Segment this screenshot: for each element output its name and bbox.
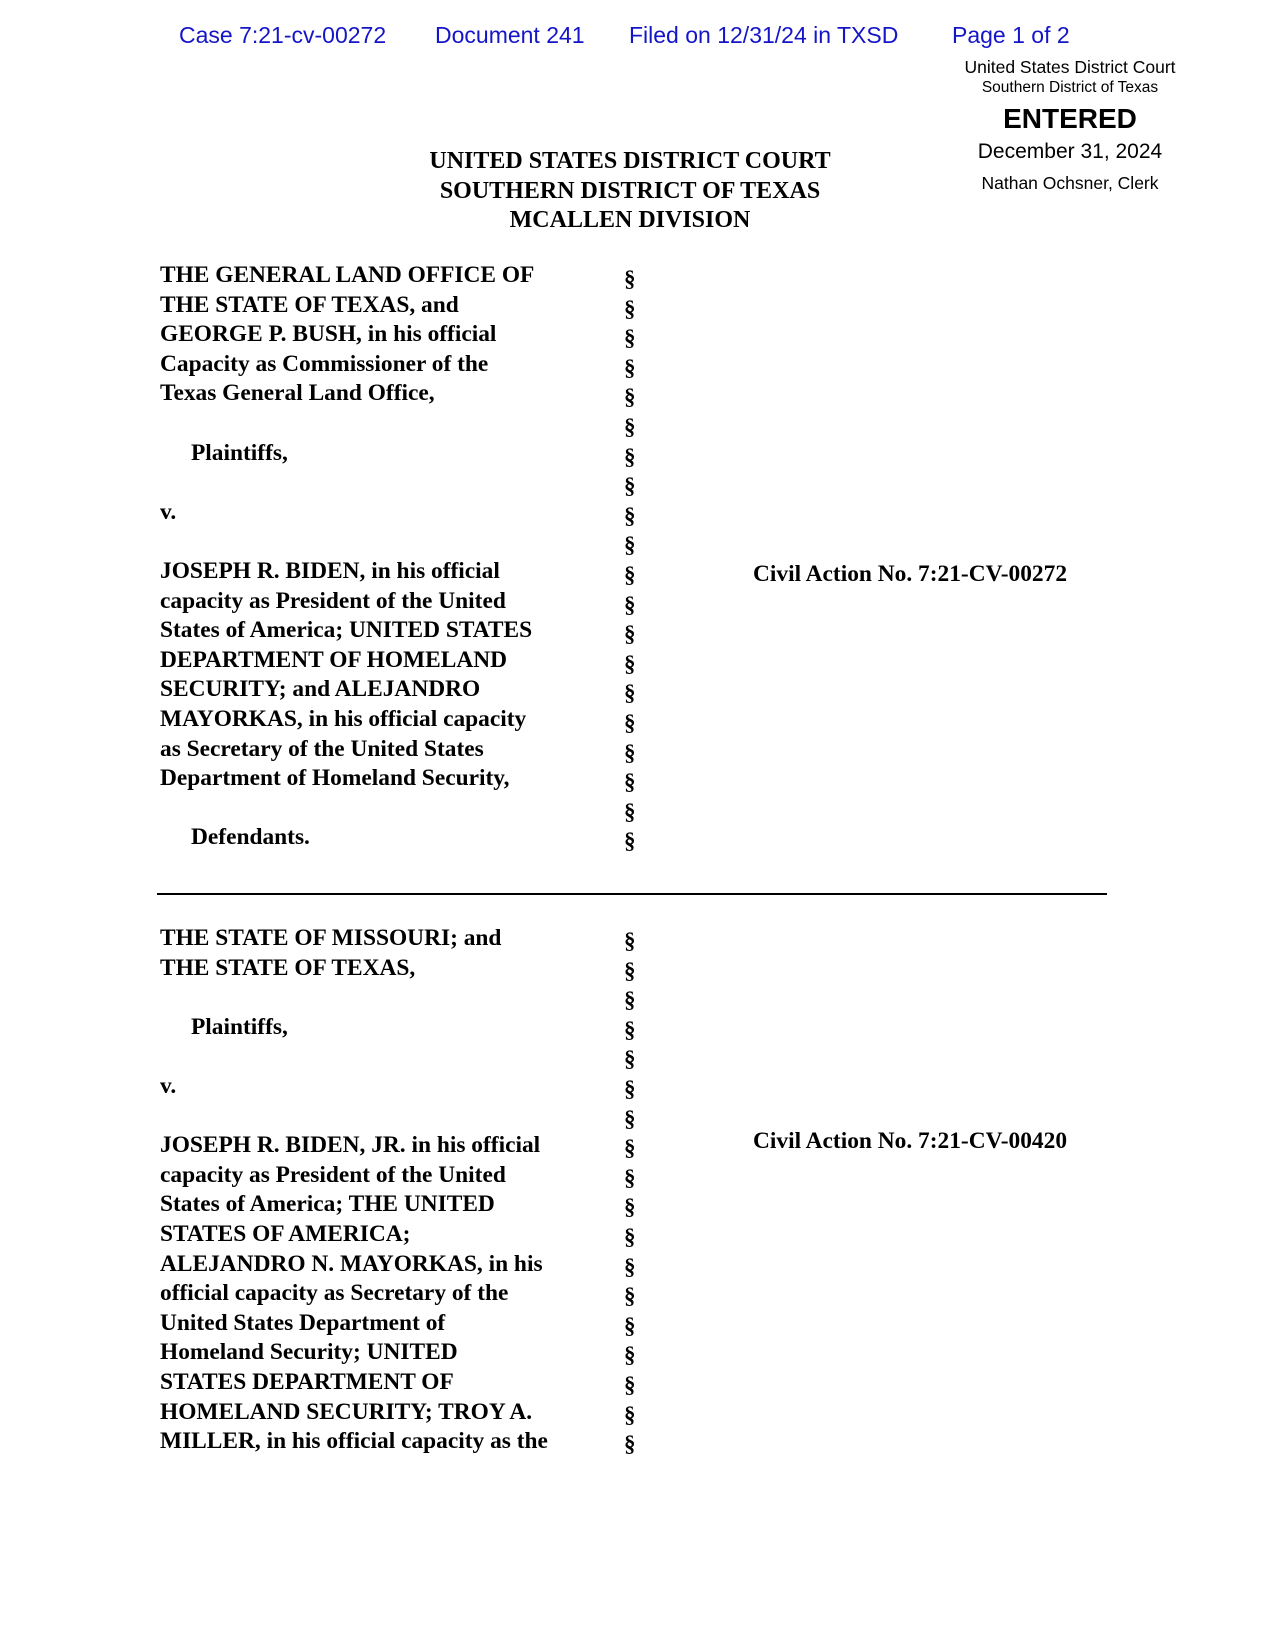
- section-symbol: §: [624, 1283, 636, 1309]
- stamp-status: ENTERED: [1003, 103, 1137, 134]
- stamp-district: Southern District of Texas: [981, 79, 1159, 96]
- case-divider: [157, 893, 1107, 895]
- filed-date: Filed on 12/31/24 in TXSD: [629, 22, 899, 48]
- party-line: STATES OF AMERICA;: [160, 1220, 411, 1247]
- civil-action-number: Civil Action No. 7:21-CV-00272: [753, 561, 1068, 587]
- party-line: THE GENERAL LAND OFFICE OF: [160, 262, 535, 288]
- section-symbol: §: [624, 828, 636, 854]
- section-symbol: §: [624, 532, 636, 558]
- section-symbol: §: [624, 591, 636, 617]
- party-line: HOMELAND SECURITY; TROY A.: [160, 1398, 533, 1425]
- section-symbol: §: [624, 650, 636, 676]
- party-line: ALEJANDRO N. MAYORKAS, in his: [160, 1250, 543, 1277]
- case1-section-column: [624, 264, 636, 856]
- party-line: Texas General Land Office,: [160, 380, 435, 407]
- party-line: as Secretary of the United States: [160, 735, 484, 762]
- party-line: MAYORKAS, in his official capacity: [160, 705, 527, 732]
- section-symbol: §: [624, 1223, 636, 1249]
- defendants-label: Defendants.: [191, 824, 310, 851]
- section-symbol: §: [624, 1046, 636, 1072]
- party-line: THE STATE OF MISSOURI; and: [160, 925, 502, 951]
- party-line: capacity as President of the United: [160, 1161, 506, 1188]
- stamp-court: United States District Court: [964, 57, 1176, 77]
- section-symbol: §: [624, 473, 636, 499]
- entered-stamp: [945, 56, 1195, 200]
- section-symbol: §: [624, 325, 636, 351]
- court-district: SOUTHERN DISTRICT OF TEXAS: [439, 177, 821, 204]
- versus: v.: [160, 498, 177, 525]
- plaintiffs-label: Plaintiffs,: [191, 439, 288, 466]
- section-symbol: §: [624, 354, 636, 380]
- case2-section-column: [624, 926, 636, 1459]
- party-line: Capacity as Commissioner of the: [160, 350, 489, 377]
- section-symbol: §: [624, 798, 636, 824]
- section-symbol: §: [624, 680, 636, 706]
- section-symbol: §: [624, 384, 636, 410]
- civil-action-number: Civil Action No. 7:21-CV-00420: [753, 1128, 1068, 1154]
- section-symbol: §: [624, 621, 636, 647]
- versus: v.: [160, 1072, 177, 1099]
- party-line: States of America; UNITED STATES: [160, 617, 533, 644]
- section-symbol: §: [624, 1135, 636, 1161]
- section-symbol: §: [624, 413, 636, 439]
- section-symbol: §: [624, 443, 636, 469]
- section-symbol: §: [624, 266, 636, 291]
- section-symbol: §: [624, 1105, 636, 1131]
- stamp-clerk: Nathan Ochsner, Clerk: [981, 173, 1159, 193]
- section-symbol: §: [624, 1075, 636, 1101]
- stamp-date: December 31, 2024: [977, 140, 1163, 163]
- section-symbol: §: [624, 1016, 636, 1042]
- court-caption: [330, 147, 930, 236]
- section-symbol: §: [624, 1312, 636, 1338]
- plaintiffs-label: Plaintiffs,: [191, 1013, 288, 1040]
- section-symbol: §: [624, 1431, 636, 1457]
- section-symbol: §: [624, 561, 636, 587]
- section-symbol: §: [624, 1371, 636, 1397]
- section-symbol: §: [624, 769, 636, 795]
- section-symbol: §: [624, 987, 636, 1013]
- section-symbol: §: [624, 502, 636, 528]
- section-symbol: §: [624, 295, 636, 321]
- document-number: Document 241: [435, 22, 585, 48]
- party-line: official capacity as Secretary of the: [160, 1280, 509, 1307]
- party-line: JOSEPH R. BIDEN, JR. in his official: [160, 1132, 541, 1159]
- section-symbol: §: [624, 1253, 636, 1279]
- party-line: capacity as President of the United: [160, 587, 506, 614]
- case-number: Case 7:21-cv-00272: [179, 22, 387, 48]
- section-symbol: §: [624, 928, 636, 953]
- party-line: United States Department of: [160, 1309, 446, 1336]
- party-line: JOSEPH R. BIDEN, in his official: [160, 557, 500, 584]
- section-symbol: §: [624, 1164, 636, 1190]
- section-symbol: §: [624, 739, 636, 765]
- filing-header: [0, 22, 1265, 52]
- section-symbol: §: [624, 1401, 636, 1427]
- section-symbol: §: [624, 1194, 636, 1220]
- case1-parties: [160, 261, 534, 853]
- party-line: Department of Homeland Security,: [160, 765, 510, 792]
- party-line: GEORGE P. BUSH, in his official: [160, 321, 497, 348]
- party-line: THE STATE OF TEXAS,: [160, 954, 416, 981]
- party-line: DEPARTMENT OF HOMELAND: [160, 646, 508, 673]
- case2-parties: [160, 924, 548, 1457]
- section-symbol: §: [624, 709, 636, 735]
- party-line: States of America; THE UNITED: [160, 1191, 495, 1218]
- party-line: STATES DEPARTMENT OF: [160, 1368, 454, 1395]
- party-line: MILLER, in his official capacity as the: [160, 1428, 548, 1455]
- court-name: UNITED STATES DISTRICT COURT: [429, 148, 831, 174]
- party-line: Homeland Security; UNITED: [160, 1339, 458, 1366]
- section-symbol: §: [624, 1342, 636, 1368]
- court-division: MCALLEN DIVISION: [509, 207, 751, 233]
- party-line: SECURITY; and ALEJANDRO: [160, 676, 481, 703]
- party-line: THE STATE OF TEXAS, and: [160, 291, 459, 318]
- page-indicator: Page 1 of 2: [952, 22, 1070, 48]
- section-symbol: §: [624, 957, 636, 983]
